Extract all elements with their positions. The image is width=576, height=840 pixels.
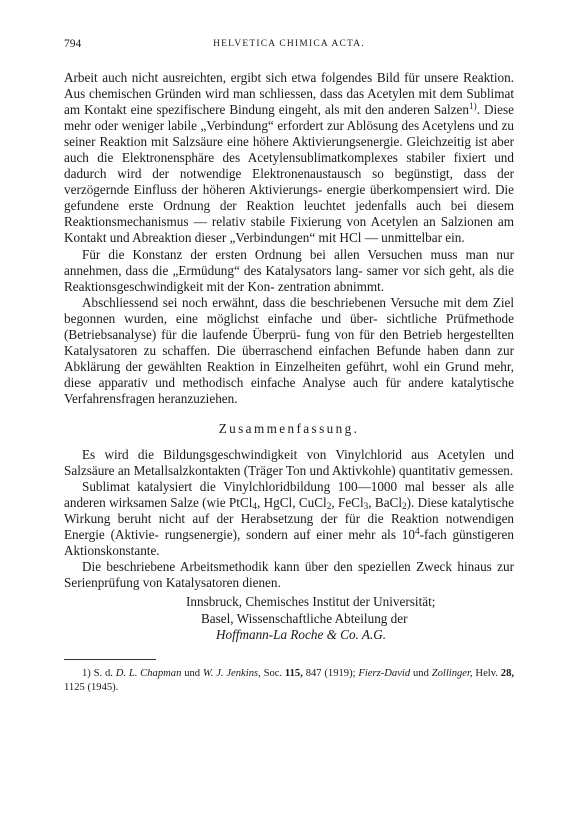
text-line: . Diese mehr oder weniger labile bbox=[64, 102, 515, 134]
paragraph-3 bbox=[64, 295, 514, 407]
text-line: Sublimat katalysiert die Vinylchloridbildung 100—1000 mal bbox=[82, 479, 425, 495]
text-line: diese apparativ und methodisch einfache Analyse auch für andere bbox=[64, 374, 444, 390]
text-line: unsere Reaktion. Aus chemischen Gründen wird man schliessen, dass bbox=[64, 70, 514, 102]
text-line: Reaktion leuchtet jedenfalls auch bei diesem Reaktionsmechanismus bbox=[64, 198, 514, 230]
text-line: stabiler fixiert und dadurch wird der notwendige Elektronenaustausch bbox=[64, 150, 514, 182]
text-fragment: -fach günstigeren bbox=[419, 527, 515, 543]
journal-title: HELVETICA CHIMICA ACTA. bbox=[213, 39, 365, 49]
subscript: 2 bbox=[326, 501, 332, 512]
text-line: überraschend einfachen Befunde haben dann zur Abklärung der bbox=[64, 342, 514, 374]
footnote-reference[interactable]: 1) bbox=[469, 101, 477, 112]
footnote bbox=[64, 667, 514, 695]
affiliation-line-1: Innsbruck, Chemisches Institut der Universität; bbox=[186, 594, 436, 610]
text-line: fung von für den Betrieb hergestellten Katalysatoren zu schaffen. Die bbox=[64, 326, 515, 358]
text-fragment: Soc. bbox=[260, 667, 285, 679]
text-fragment: und bbox=[410, 667, 429, 679]
affiliation-line-3: Hoffmann-La Roche & Co. A.G. bbox=[216, 627, 387, 643]
text-line: das Acetylen mit dem Sublimat am Kontakt eine spezifischere Bindung bbox=[64, 86, 515, 118]
text-fragment: Helv. bbox=[472, 667, 501, 679]
text-line: Abschliessend sei noch erwähnt, dass die beschriebenen Versuche bbox=[82, 294, 439, 310]
text-line: Herabsetzung der für die Reaktion notwendigen Energie (Aktivie- bbox=[64, 511, 515, 543]
paragraph-2 bbox=[64, 247, 514, 295]
text-line: und Abreaktion dieser „Verbindungen“ mit HCl — unmittelbar ein. bbox=[109, 230, 465, 246]
text-line: samer vor sich geht, als die Reaktionsgeschwindigkeit mit der Kon- bbox=[64, 262, 515, 294]
text-line: man nur annehmen, dass die „Ermüdung“ des Katalysators lang- bbox=[64, 246, 515, 278]
text-line: — relativ stabile Fixierung von Acetylen an Salzionen am Kontakt bbox=[64, 214, 514, 246]
subscript: 4 bbox=[252, 501, 258, 512]
text-line: ist aber auch die Elektronensphäre des Acetylensublimatkomplexes bbox=[64, 134, 515, 166]
body-text bbox=[64, 70, 514, 591]
text-fragment: , BaCl bbox=[368, 495, 403, 511]
text-line: energie überkompensiert wird. Die gefundene erste Ordnung der bbox=[64, 182, 515, 214]
volume-number: 115, bbox=[284, 667, 303, 679]
text-line: Aktionskonstante. bbox=[64, 543, 160, 559]
text-line: gewählten Reaktion in Einzelheiten geführt, wohl ein Grund mehr, bbox=[147, 358, 514, 374]
author-name: Zollinger, bbox=[431, 667, 473, 679]
text-fragment: FeCl bbox=[337, 495, 364, 511]
subscript: 3 bbox=[363, 501, 369, 512]
text-line: sichtliche Prüfmethode (Betriebsanalyse) für die laufende Überprü- bbox=[64, 310, 514, 342]
text-line: zentration abnimmt. bbox=[277, 278, 385, 294]
text-line: Es wird die Bildungsgeschwindigkeit von Vinylchlorid aus bbox=[82, 446, 429, 462]
volume-number: 28, bbox=[500, 667, 515, 679]
affiliation-line-2: Basel, Wissenschaftliche Abteilung der bbox=[201, 610, 408, 626]
summary-paragraph-1 bbox=[64, 447, 514, 479]
author-name: W. J. Jenkins, bbox=[202, 667, 261, 679]
text-line: Für die Konstanz der ersten Ordnung bei allen Versuchen muss bbox=[82, 246, 458, 262]
text-fragment: 1125 (1945). bbox=[64, 681, 119, 693]
text-line: mit dem Ziel begonnen wurden, eine möglichst einfache und über- bbox=[64, 294, 515, 326]
page-number: 794 bbox=[64, 38, 82, 50]
text-line: Zweck hinaus zur Serienprüfung von Katalysatoren dienen. bbox=[64, 559, 514, 591]
author-name: Fierz-David bbox=[358, 667, 411, 679]
text-fragment: , HgCl, CuCl bbox=[257, 495, 327, 511]
paragraph-1 bbox=[64, 70, 514, 247]
text-line: besser als alle anderen wirksamen Salze (wie PtCl bbox=[64, 479, 515, 511]
text-line: katalytische Verfahrensfragen heranzuziehen. bbox=[64, 374, 514, 406]
footnote-mark: 1) bbox=[82, 667, 91, 679]
text-fragment: ). Diese katalytische Wirkung beruht nicht auf der bbox=[64, 495, 515, 527]
subscript: 2 bbox=[402, 501, 407, 512]
text-line: „Verbindung“ erfordert zur Ablösung des Acetylens und zu seiner bbox=[64, 118, 514, 150]
text-line: Aktivkohle) quantitativ gemessen. bbox=[331, 463, 514, 479]
affiliation-block bbox=[64, 594, 514, 644]
running-header bbox=[64, 38, 514, 52]
summary-paragraph-2 bbox=[64, 479, 514, 559]
text-fragment: 847 (1919); bbox=[302, 667, 359, 679]
text-line: Acetylen und Salzsäure an Metallsalzkontakten (Träger Ton und bbox=[64, 446, 514, 479]
text-line: eingeht, als mit den anderen Salzen bbox=[278, 102, 469, 118]
footnote-divider bbox=[64, 659, 156, 660]
author-name: D. L. Chapman bbox=[115, 667, 182, 679]
text-fragment: S. d. bbox=[90, 667, 116, 679]
text-fragment: rungsenergie), sondern auf einer mehr als 10 bbox=[164, 527, 415, 543]
summary-paragraph-3 bbox=[64, 559, 514, 591]
text-line: Reaktion mit Salzsäure eine höhere Aktivierungsenergie. Gleichzeitig bbox=[99, 134, 471, 150]
text-fragment: , bbox=[331, 495, 335, 511]
text-fragment: und bbox=[181, 667, 203, 679]
summary-heading: Zusammenfassung. bbox=[218, 420, 360, 436]
page bbox=[64, 38, 514, 695]
superscript: 4 bbox=[414, 526, 420, 537]
text-line: Die beschriebene Arbeitsmethodik kann über den speziellen bbox=[82, 559, 411, 575]
text-line: Arbeit auch nicht ausreichten, ergibt sich etwa folgendes Bild für bbox=[64, 70, 420, 85]
text-line: so begünstigt, dass der verzögernde Einfluss der höheren Aktivierungs- bbox=[64, 166, 515, 198]
